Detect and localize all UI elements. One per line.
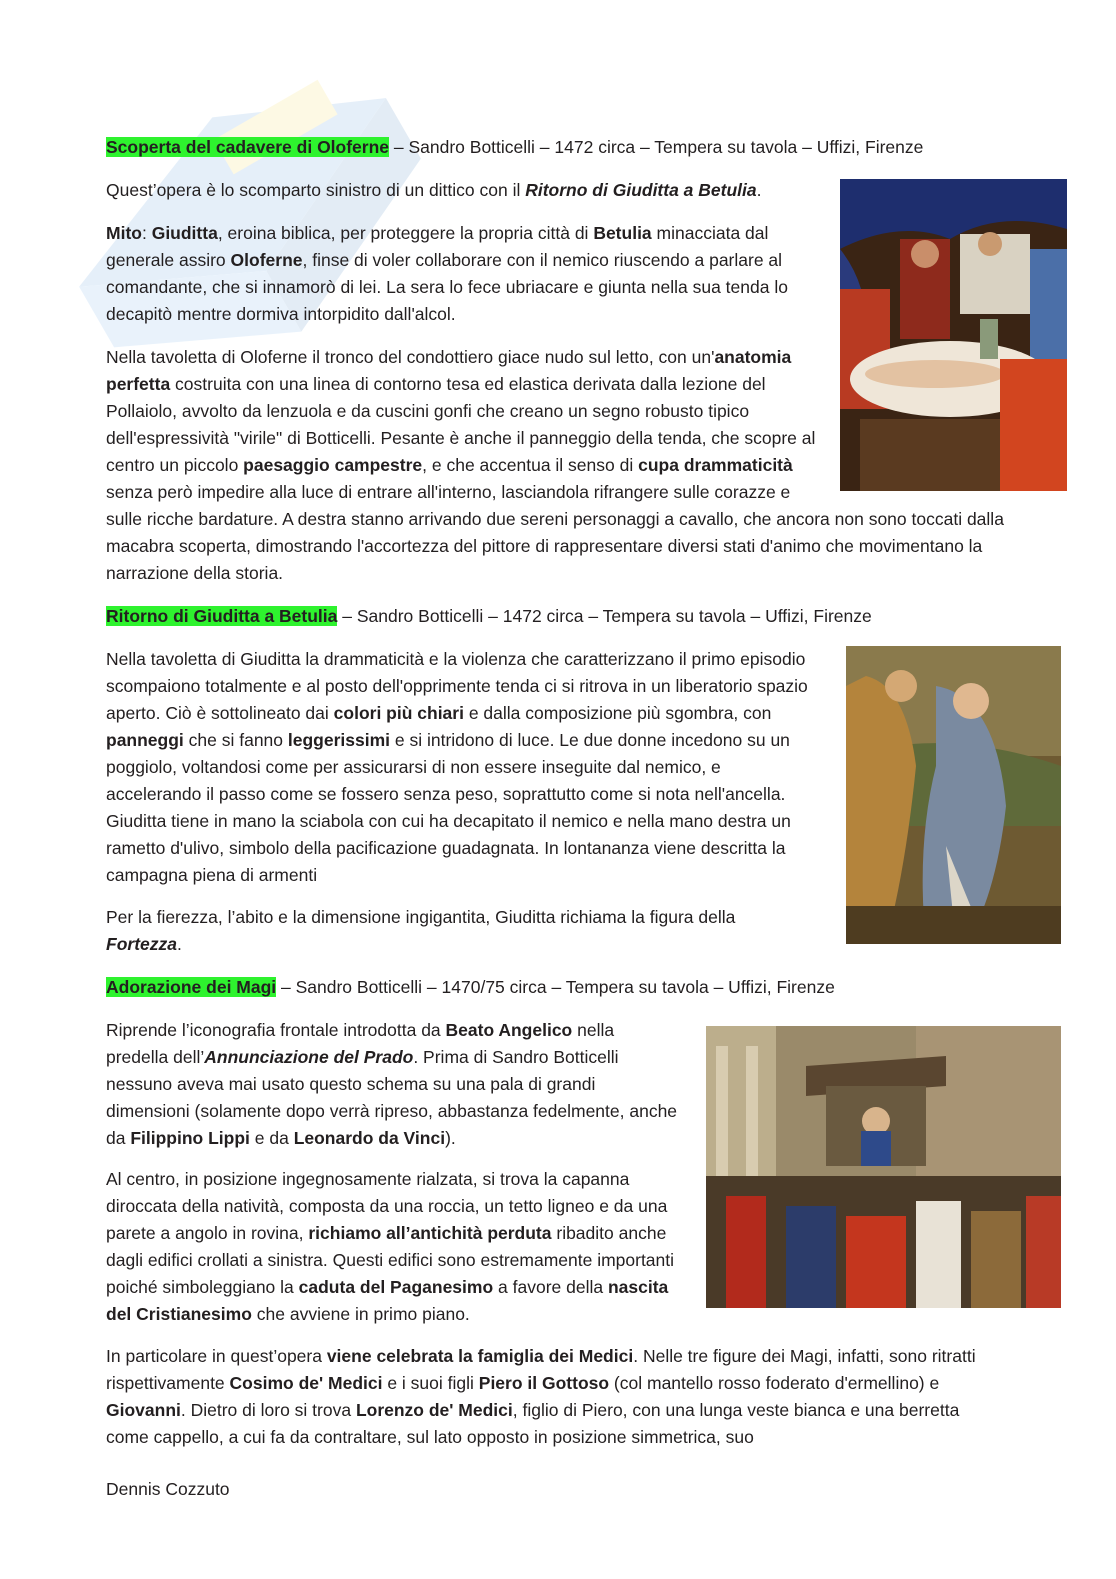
artwork-meta: – Sandro Botticelli – 1470/75 circa – Tempera su tavola – Uffizi, Firenze bbox=[276, 977, 835, 997]
title-highlight: Ritorno di Giuditta a Betulia bbox=[106, 606, 338, 626]
paragraph-magi-medici: In particolare in quest’opera viene celebrata la famiglia dei Medici. Nelle tre figure dei Magi, infatti, sono ritratti rispettivamente Cosimo de' Medici e i suoi figli Piero il Gottoso (col mantello rosso foderato d'ermellino) e Giovanni. Dietro di loro si trova Lorenzo de' Medici, figlio di Piero, con una lunga veste bianca e una berretta come cappello, a cui fa da contraltare, sul lato opposto in posizione simmetrica, suo bbox=[106, 1346, 976, 1447]
section-heading-giuditta bbox=[106, 603, 872, 630]
paragraph-intro: Quest’opera è lo scomparto sinistro di un dittico con il Ritorno di Giuditta a Betulia. bbox=[106, 180, 762, 200]
paragraph-magi-capanna: Al centro, in posizione ingegnosamente rialzata, si trova la capanna diroccata della natività, composta da una roccia, un tetto ligneo e da una parete a angolo in rovina, richiamo all’antichità perduta ribadito anche dagli edifici crollati a sinistra. Questi edifici sono estremamente importanti poiché simboleggiano la caduta del Paganesimo a favore della nascita del Cristianesimo che avviene in primo piano. bbox=[106, 1169, 675, 1324]
title-highlight: Adorazione dei Magi bbox=[106, 977, 277, 997]
paragraph-mito: Mito: Giuditta, eroina biblica, per proteggere la propria città di Betulia minacciata dal generale assiro Oloferne, finse di voler collaborare con il nemico riuscendo a parlare al comandante, che si innamorò di lei. La sera lo fece ubriacare e giunta nella sua tenda lo decapitò mentre dormiva intorpidito dall'alcol. bbox=[106, 223, 788, 324]
artwork-meta: – Sandro Botticelli – 1472 circa – Tempera su tavola – Uffizi, Firenze bbox=[389, 137, 924, 157]
paragraph-oloferne-description: Nella tavoletta di Oloferne il tronco del condottiero giace nudo sul letto, con un'anatomia perfetta costruita con una linea di contorno tesa ed elastica derivata dalla lezione del Pollaiolo, avvolto da lenzuola e da cuscini gonfi che creano un segno robusto tipico dell'espressività "virile" di Botticelli. Pesante è anche il panneggio della tenda, che scopre al centro un piccolo paesaggio campestre, e che accentua il senso di cupa drammaticità senza però impedire alla luce di entrare all'interno, lasciandola rifrangere sulle corazze e sulle ricche bardature. A destra stanno arrivando due sereni personaggi a cavallo, che ancora non sono toccati dalla macabra scoperta, dimostrando l'accortezza del pittore di rappresentare diversi stati d'animo che movimentano la narrazione della storia. bbox=[106, 347, 1004, 583]
painting-adorazione-magi bbox=[706, 1026, 1061, 1308]
paragraph-fortezza: Per la fierezza, l’abito e la dimensione ingigantita, Giuditta richiama la figura della Fortezza. bbox=[106, 907, 736, 954]
paragraph-magi-iconografia: Riprende l’iconografia frontale introdotta da Beato Angelico nella predella dell’Annunciazione del Prado. Prima di Sandro Botticelli nessuno aveva mai usato questo schema su una pala di grandi dimensioni (solamente dopo verrà ripreso, abbastanza fedelmente, anche da Filippino Lippi e da Leonardo da Vinci). bbox=[106, 1020, 678, 1148]
painting-oloferne bbox=[840, 179, 1067, 491]
footer-author: Dennis Cozzuto bbox=[106, 1479, 230, 1499]
title-highlight: Scoperta del cadavere di Oloferne bbox=[106, 137, 390, 157]
section-heading-oloferne bbox=[106, 134, 923, 161]
paragraph-giuditta-description: Nella tavoletta di Giuditta la drammaticità e la violenza che caratterizzano il primo episodio scompaiono totalmente e al posto dell'opprimente tenda ci si ritrova in un liberatorio spazio aperto. Ciò è sottolineato dai colori più chiari e dalla composizione più sgombra, con panneggi che si fanno leggerissimi e si intridono di luce. Le due donne incedono su un poggiolo, voltandosi come per assicurarsi di non essere inseguite dal nemico, e accelerando il passo come se fossero senza peso, soprattutto come si nota nell'ancella. Giuditta tiene in mano la sciabola con cui ha decapitato il nemico e nella mano destra un rametto d'ulivo, simbolo della pacificazione guadagnata. In lontananza viene descritta la campagna piena di armenti bbox=[106, 649, 808, 885]
section-heading-magi bbox=[106, 974, 835, 1001]
artwork-meta: – Sandro Botticelli – 1472 circa – Tempera su tavola – Uffizi, Firenze bbox=[337, 606, 872, 626]
painting-giuditta bbox=[846, 646, 1061, 944]
